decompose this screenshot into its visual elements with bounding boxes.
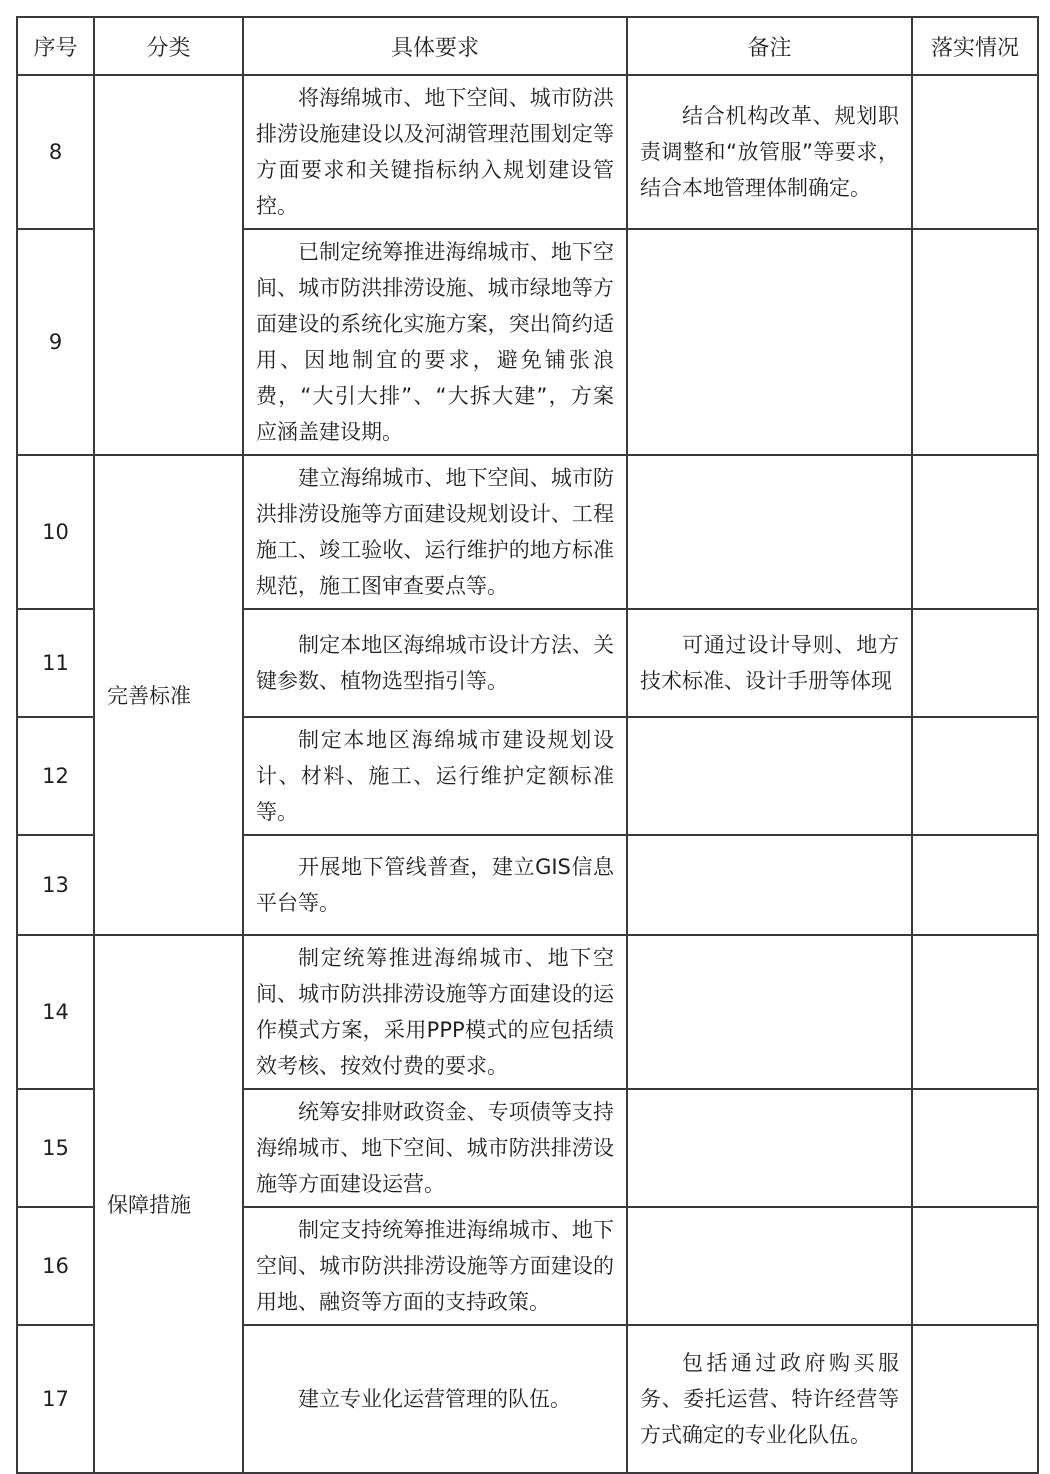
row-note [627,229,912,455]
row-seq: 17 [17,1325,94,1473]
row-requirement: 将海绵城市、地下空间、城市防洪排涝设施建设以及河湖管理范围划定等方面要求和关键指标纳入规划建设管控。 [243,75,627,229]
row-note [627,455,912,609]
row-status [912,717,1038,835]
row-requirement: 统筹安排财政资金、专项债等支持海绵城市、地下空间、城市防洪排涝设施等方面建设运营。 [243,1089,627,1207]
category-standards: 完善标准 [94,455,243,935]
header-note: 备注 [627,17,912,75]
row-status [912,229,1038,455]
row-status [912,1325,1038,1473]
row-note: 包括通过政府购买服务、委托运营、特许经营等方式确定的专业化队伍。 [627,1325,912,1473]
row-note [627,717,912,835]
row-requirement: 制定本地区海绵城市设计方法、关键参数、植物选型指引等。 [243,609,627,717]
row-seq: 12 [17,717,94,835]
row-status [912,1089,1038,1207]
row-status [912,835,1038,935]
row-seq: 16 [17,1207,94,1325]
row-status [912,455,1038,609]
row-seq: 15 [17,1089,94,1207]
row-seq: 8 [17,75,94,229]
header-status: 落实情况 [912,17,1038,75]
row-status [912,1207,1038,1325]
row-status [912,935,1038,1089]
table-header-row [17,17,1038,75]
category-measures: 保障措施 [94,935,243,1473]
header-requirement: 具体要求 [243,17,627,75]
row-seq: 10 [17,455,94,609]
row-note [627,835,912,935]
row-seq: 14 [17,935,94,1089]
row-seq: 13 [17,835,94,935]
row-note: 可通过设计导则、地方技术标准、设计手册等体现 [627,609,912,717]
row-requirement: 开展地下管线普查，建立GIS信息平台等。 [243,835,627,935]
row-note [627,935,912,1089]
row-requirement: 制定本地区海绵城市建设规划设计、材料、施工、运行维护定额标准等。 [243,717,627,835]
row-seq: 11 [17,609,94,717]
row-requirement: 制定支持统筹推进海绵城市、地下空间、城市防洪排涝设施等方面建设的用地、融资等方面的支持政策。 [243,1207,627,1325]
row-requirement: 建立专业化运营管理的队伍。 [243,1325,627,1473]
row-requirement: 已制定统筹推进海绵城市、地下空间、城市防洪排涝设施、城市绿地等方面建设的系统化实施方案，突出简约适用、因地制宜的要求，避免铺张浪费，“大引大排”、“大拆大建”，方案应涵盖建设期。 [243,229,627,455]
row-note: 结合机构改革、规划职责调整和“放管服”等要求，结合本地管理体制确定。 [627,75,912,229]
category-cell-empty [94,75,243,455]
row-status [912,609,1038,717]
row-requirement: 制定统筹推进海绵城市、地下空间、城市防洪排涝设施等方面建设的运作模式方案，采用PPP模式的应包括绩效考核、按效付费的要求。 [243,935,627,1089]
table-row [17,935,1038,1089]
row-status [912,75,1038,229]
header-seq: 序号 [17,17,94,75]
row-requirement: 建立海绵城市、地下空间、城市防洪排涝设施等方面建设规划设计、工程施工、竣工验收、运行维护的地方标准规范，施工图审查要点等。 [243,455,627,609]
row-note [627,1089,912,1207]
requirements-table [16,16,1039,1474]
table-row [17,455,1038,609]
row-seq: 9 [17,229,94,455]
header-category: 分类 [94,17,243,75]
table-row [17,75,1038,229]
row-note [627,1207,912,1325]
